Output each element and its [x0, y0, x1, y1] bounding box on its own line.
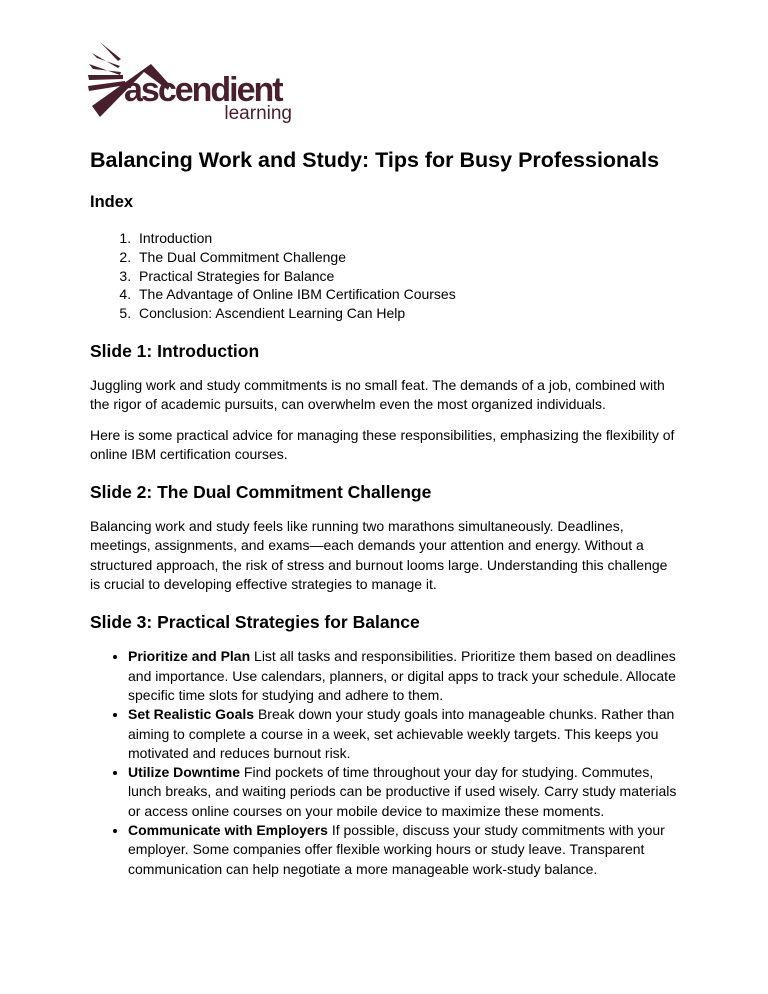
index-heading: Index: [90, 193, 134, 211]
paragraph: Balancing work and study feels like running two marathons simultaneously. Deadlines, meetings, assignments, and exams—each demands your attention and energy. Without a structured approach, the risk of stress and burnout looms large. Understanding this challenge is crucial to developing effective strategies to manage it.: [90, 518, 668, 593]
page-title: Balancing Work and Study: Tips for Busy Professionals: [90, 148, 660, 172]
logo-tagline: learning: [224, 103, 292, 124]
logo-wordmark: ascendient: [124, 71, 282, 109]
section-heading-slide-1: Slide 1: Introduction: [90, 340, 260, 361]
bullet-item: [128, 705, 678, 763]
paragraph: Here is some practical advice for managing these responsibilities, emphasizing the flexibility of online IBM certification courses.: [90, 426, 675, 462]
index-list: [90, 229, 678, 323]
paragraph: Juggling work and study commitments is no small feat. The demands of a job, combined with the rigor of academic pursuits, can overwhelm even the most organized individuals.: [90, 376, 665, 413]
index-item: 1. Introduction: [135, 229, 678, 248]
bullet-lead: Communicate with Employers: [128, 822, 328, 839]
ascendient-logo: [88, 40, 298, 124]
index-item: 3. Practical Strategies for Balance: [135, 267, 678, 286]
section-heading-slide-3: Slide 3: Practical Strategies for Balance: [90, 612, 420, 633]
bullet-lead: Utilize Downtime: [128, 764, 241, 781]
bullet-lead: Prioritize and Plan: [128, 648, 251, 665]
bullet-text: Find pockets of time throughout your day for studying. Commutes, lunch breaks, and waiting periods can be productive if used wisely. Carry study materials or access online courses on your mobile device to maximize these moments.: [128, 764, 677, 819]
bullet-text: If possible, discuss your study commitments with your employer. Some companies offer flexible working hours or study leave. Transparent communication can help negotiate a more manageable work-study balance.: [128, 822, 665, 877]
bullet-lead: Set Realistic Goals: [128, 706, 255, 723]
bullet-text: Break down your study goals into manageable chunks. Rather than aiming to complete a course in a week, set achievable weekly targets. This keeps you motivated and reduces burnout risk.: [128, 706, 675, 761]
index-item: 2. The Dual Commitment Challenge: [135, 248, 678, 267]
bullet-item: [128, 763, 678, 821]
index-item: 5. Conclusion: Ascendient Learning Can Help: [135, 304, 678, 323]
strategy-bullet-list: [90, 647, 678, 879]
section-heading-slide-2: Slide 2: The Dual Commitment Challenge: [90, 482, 432, 503]
index-item: 4. The Advantage of Online IBM Certification Courses: [135, 285, 678, 304]
bullet-item: [128, 647, 678, 705]
bullet-item: [128, 821, 678, 879]
bullet-text: List all tasks and responsibilities. Prioritize them based on deadlines and importance. Use calendars, planners, or digital apps to track your schedule. Allocate specific time slots for studying and adhere to them.: [128, 648, 676, 703]
